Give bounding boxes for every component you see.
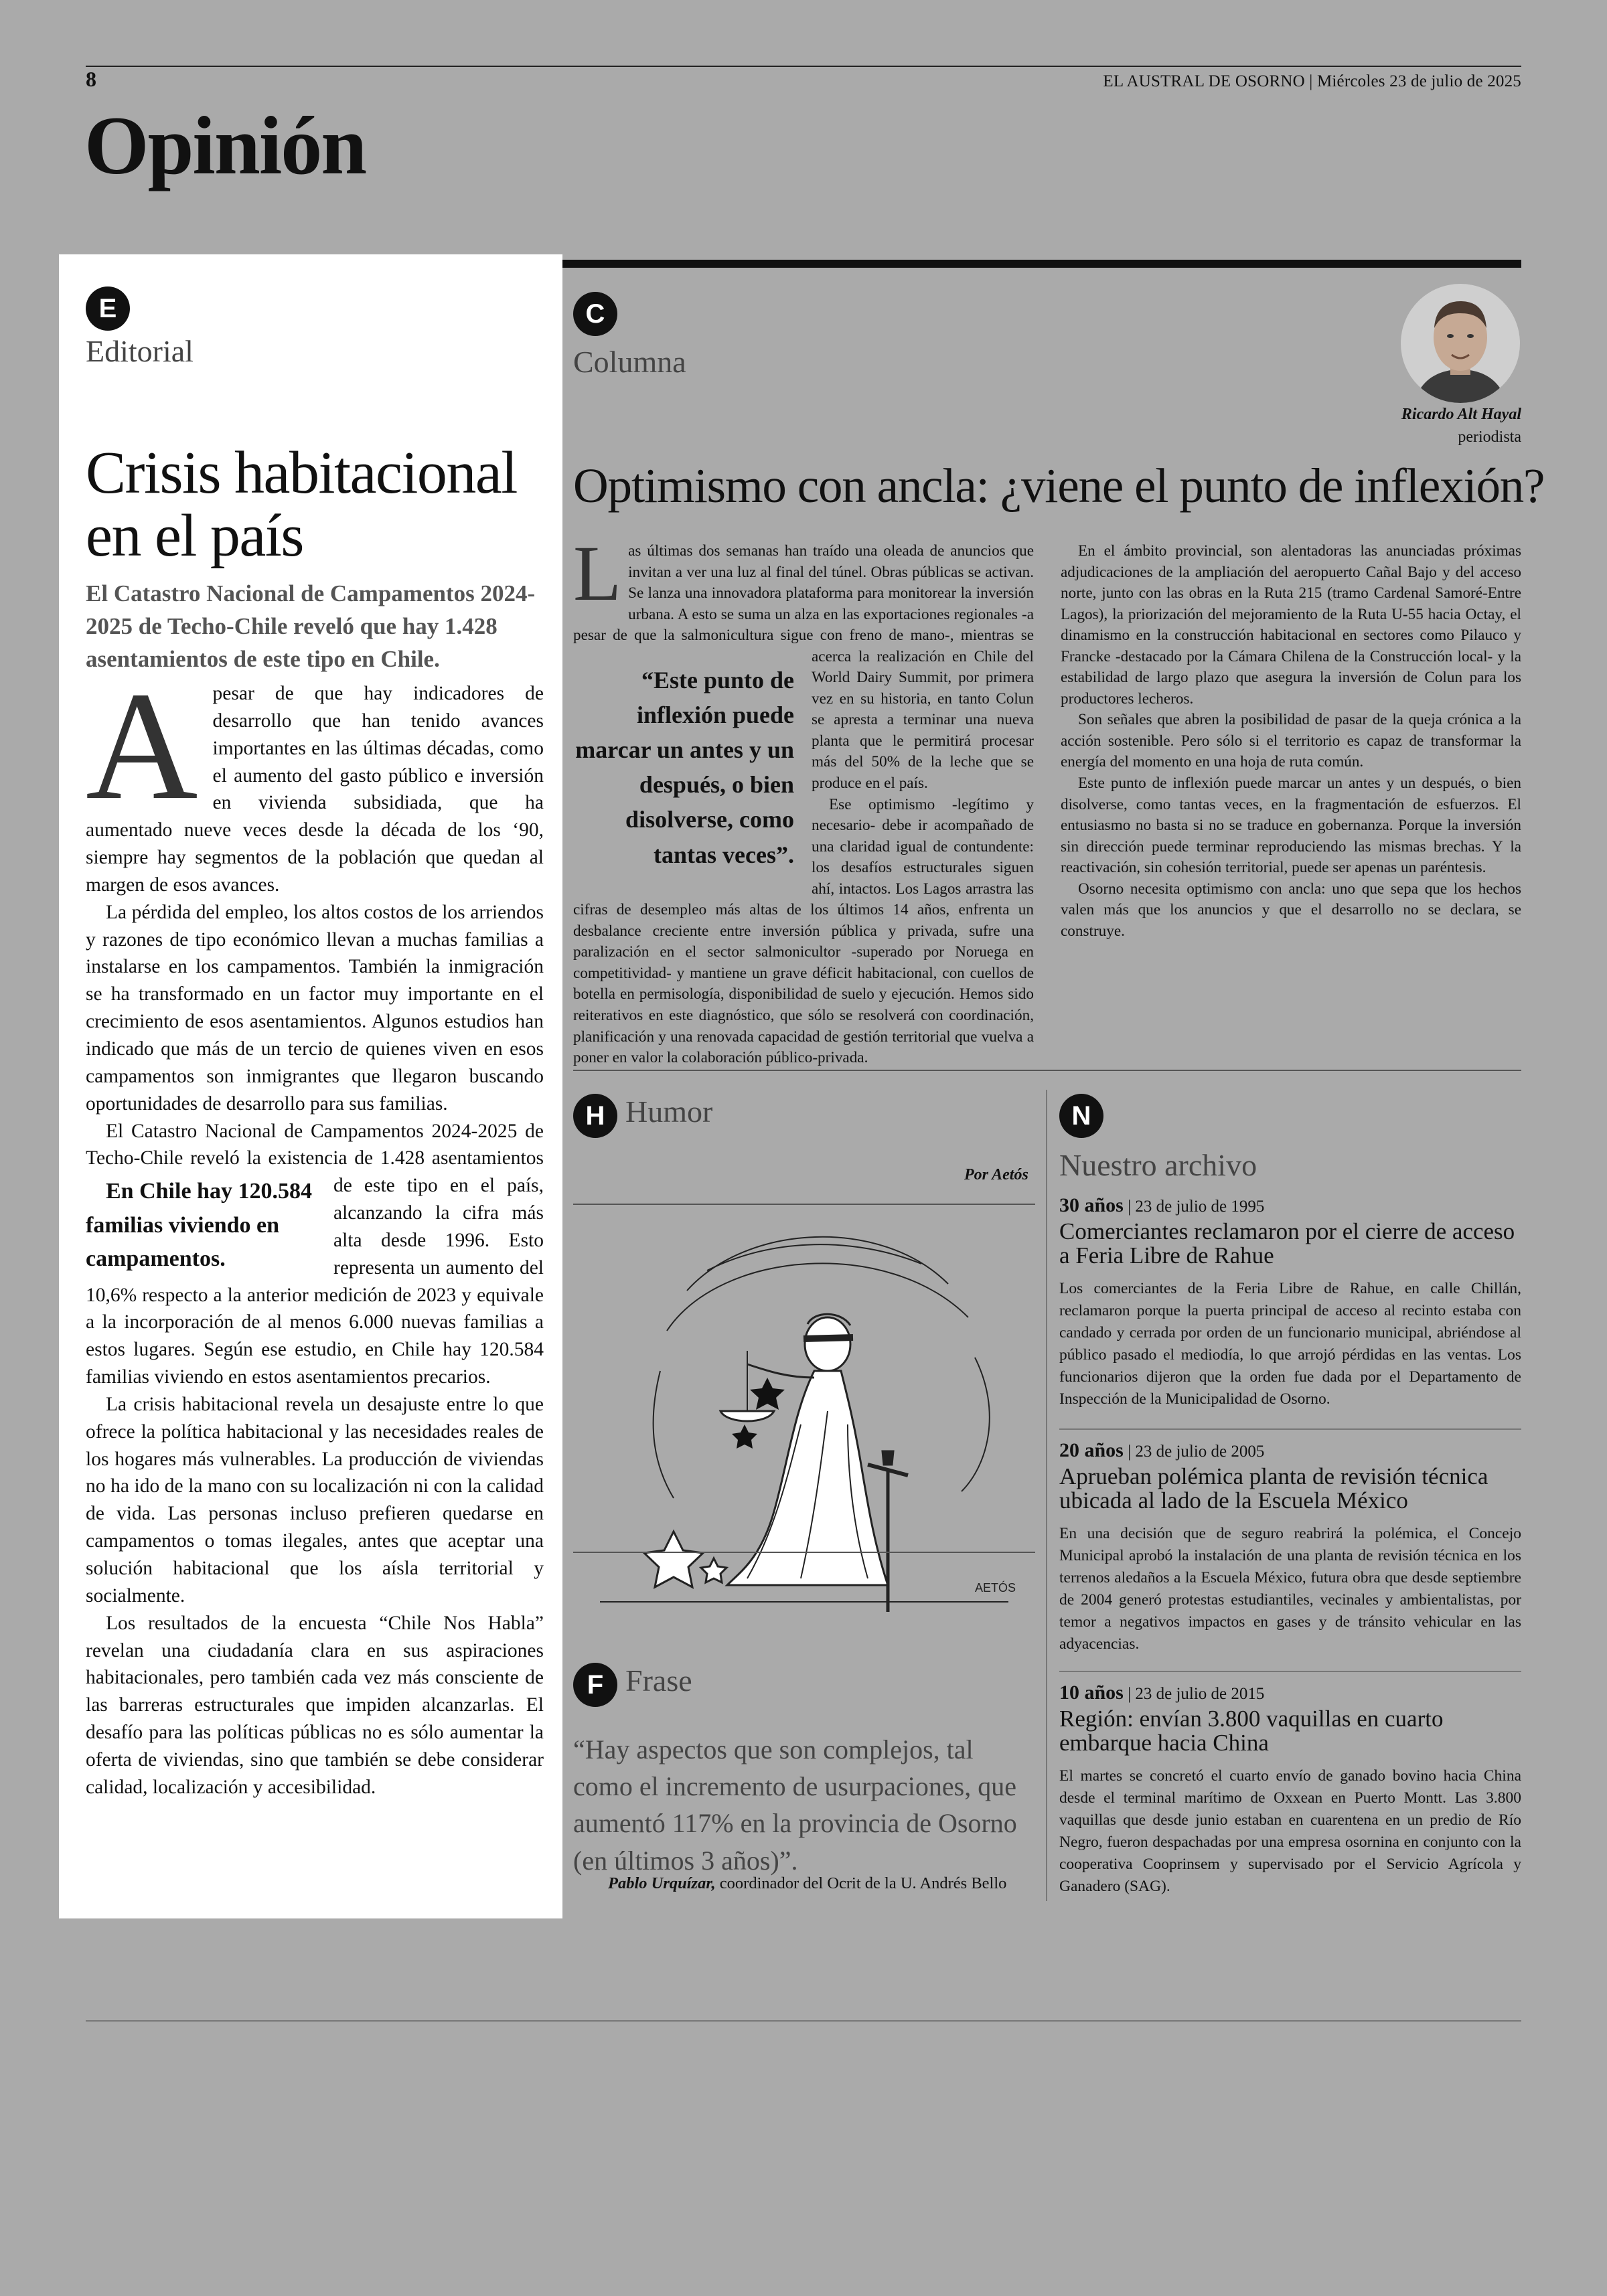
- column-text-left: [573, 529, 1035, 1069]
- archive-item: [1059, 1439, 1521, 1656]
- archive-meta: 10 años | 23 de julio de 2015: [1059, 1682, 1265, 1704]
- section-divider: [573, 1070, 1521, 1071]
- editorial-paragraph: [86, 1118, 544, 1391]
- header-rule: [86, 66, 1521, 67]
- column-text-right: [1061, 541, 1521, 942]
- editorial-dropcap: A: [86, 660, 198, 832]
- editorial-paragraph: La pérdida del empleo, los altos costos de los arriendos y razones de tipo económico llevan a muchas familias a instalarse en los campamentos. También la inmigración se ha transformado en un factor muy importante en el crecimiento de esos asentamientos. Algunos estudios han indicado que más de un tercio de quienes viven en esos campamentos son inmigrantes que llegaron buscando oportunidades de desarrollo para sus familias.: [86, 901, 544, 1115]
- column-text: mano-, mientras se acerca la realización en Chile del World Dairy Summit, por primera vez en su historia, en tanto Colun se apresta a terminar una nueva planta que le permitirá procesar más del 50% de la leche que se produce en el país.: [812, 627, 1035, 793]
- column-pullquote: “Este punto de inflexión puede marcar un antes y un después, o bien disolverse, como tantas veces”.: [575, 666, 794, 868]
- editorial-paragraph: La crisis habitacional revela un desajuste entre lo que ofrece la política habitacional y las necesidades reales de los hogares más vulnerables. La producción de viviendas no ha ido de la mano con su localización ni con la calidad de vida. Las personas incluso prefieren quedarse en campamentos o tomas ilegales, antes que aceptar una solución habitacional que los aísla territorial y socialmente.: [86, 1393, 544, 1607]
- archivo-label: Nuestro archivo: [1059, 1148, 1257, 1182]
- archive-headline: Aprueban polémica planta de revisión técnica ubicada al lado de la Escuela México: [1059, 1463, 1488, 1514]
- cartoon-signature: AETÓS: [975, 1581, 1016, 1594]
- frase-quote: “Hay aspectos que son complejos, tal como el incremento de usurpaciones, que aumentó 117% en la provincia de Osorno (en últimos 3 años)”.: [573, 1734, 1017, 1876]
- humor-byline: Por Aetós: [964, 1166, 1028, 1183]
- archivo-badge: N: [1059, 1094, 1103, 1138]
- page-number: 8: [86, 67, 96, 91]
- editorial-paragraph: [86, 660, 544, 899]
- archive-years: 30 años: [1059, 1194, 1124, 1216]
- column-paragraph: Son señales que abren la posibilidad de pasar de la queja crónica a la acción sostenible. Pero sólo si el territorio es capaz de transformar la energía del momento en una hoja de ruta común.: [1061, 711, 1521, 771]
- archive-meta: 20 años | 23 de julio de 2005: [1059, 1439, 1265, 1461]
- footer-rule: [86, 2020, 1521, 2022]
- cartoon-justice-figure: [573, 1210, 1035, 1625]
- archive-date: 23 de julio de 2015: [1135, 1685, 1265, 1703]
- editorial-deck: El Catastro Nacional de Campamentos 2024-2025 de Techo-Chile reveló que hay 1.428 asentamientos de este tipo en Chile.: [86, 580, 536, 672]
- humor-label: Humor: [625, 1094, 713, 1129]
- column-paragraph: [573, 529, 1035, 868]
- column-divider: [1046, 1090, 1047, 1901]
- column-paragraph: Osorno necesita optimismo con ancla: uno que sepa que los hechos valen más que los anuncios y que el desarrollo no se declara, se construye.: [1061, 880, 1521, 940]
- frase-role: coordinador del Ocrit de la U. Andrés Bello: [719, 1874, 1007, 1892]
- archive-divider: [1059, 1428, 1521, 1430]
- editorial-text: El Catastro Nacional de Campamentos 2024-2025 de Techo-Chile reveló la existencia de 1.428 asentamientos de este tipo en: [86, 1120, 544, 1197]
- column-dropcap: L: [573, 529, 622, 617]
- archive-years: 20 años: [1059, 1439, 1124, 1461]
- column-label: Columna: [573, 345, 686, 379]
- column-badge: C: [573, 292, 617, 336]
- frase-badge: F: [573, 1663, 617, 1707]
- archive-divider: [1059, 1671, 1521, 1672]
- archive-meta: 30 años | 23 de julio de 1995: [1059, 1194, 1265, 1216]
- archive-text: El martes se concretó el cuarto envío de ganado bovino hacia China desde el terminal marítimo de Oxxean en Puerto Montt. Las 3.800 vaquillas que desde junio estaban en cuarentena en un predio de Río Negro, fueron despachadas por una empresa osornina en conjunto con la cooperativa Cooprinsem y supervisado por el Servicio Agrícola y Ganadero (SAG).: [1059, 1767, 1521, 1896]
- editorial-panel: [59, 254, 562, 1918]
- humor-rule: [573, 1204, 1035, 1205]
- column-paragraph: Ese optimismo -legítimo y necesario- debe ir acompañado de una claridad igual de contundente: los desafíos estructurales siguen ahí, intactos. Los Lagos arrastra las cifras de desempleo más altas de los últimos 14 años, enfrenta un desbalance creciente entre inversión pública y privada, sufre una paralización en el sector salmonicultor -superado por Noruega en competitividad- y mantiene un grave déficit habitacional, con cuellos de botella en permisología, disponibilidad de suelo y ejecución. Hemos sido reiterativos en este diagnóstico, que sólo se resolverá con coordinación, planificación y una renovada capacidad de gestión territorial que vuelva a poner en valor la colaboración público-privada.: [573, 795, 1034, 1067]
- column-paragraph: Este punto de inflexión puede marcar un antes y un después, o bien disolverse, como tantas veces, en la fragmentación de esfuerzos. El entusiasmo no basta si no se traduce en gobernanza. Porque la inversión sin dirección puede terminar reproduciendo las mismas brechas. Y la reactivación, sin cohesión territorial, puede ser apenas un paréntesis.: [1061, 774, 1521, 877]
- archive-headline: Comerciantes reclamaron por el cierre de acceso a Feria Libre de Rahue: [1059, 1218, 1515, 1269]
- frase-label: Frase: [625, 1663, 692, 1698]
- frase-attribution: [608, 1874, 1006, 1893]
- editorial-badge: E: [86, 286, 130, 331]
- archive-years: 10 años: [1059, 1682, 1124, 1704]
- archive-item: [1059, 1194, 1521, 1411]
- editorial-pullquote: En Chile hay 120.584 familias viviendo en campamentos.: [86, 1179, 312, 1271]
- archive-date: 23 de julio de 2005: [1135, 1443, 1265, 1461]
- archive-headline: Región: envían 3.800 vaquillas en cuarto embarque hacia China: [1059, 1706, 1444, 1756]
- archive-item: [1059, 1682, 1521, 1898]
- humor-badge: H: [573, 1094, 617, 1138]
- frase-author: Pablo Urquízar,: [608, 1874, 716, 1892]
- editorial-text: pesar de que hay indicadores de desarrollo que han tenido avances importantes en las últimas décadas, como el aumento del gasto público e inversión en vivienda subsidiada, que ha aumentado nueve veces desde la década de los ‘90, siempre hay segmentos de la población que quedan al margen de esos avances.: [86, 683, 544, 896]
- archive-date: 23 de julio de 1995: [1135, 1198, 1265, 1216]
- archive-text: En una decisión que de seguro reabrirá la polémica, el Concejo Municipal aprobó la instalación de una planta de revisión técnica en los terrenos aledaños a la Escuela México, futura obra que desde septiembre de 2004 generó protestas estudiantiles, vecinales y ambientalistas, por temor a negativos impactos en gases y de tránsito vehicular en las adyacencias.: [1059, 1524, 1521, 1653]
- section-title: Opinión: [84, 100, 366, 191]
- author-photo: [1401, 284, 1520, 403]
- masthead: EL AUSTRAL DE OSORNO | Miércoles 23 de julio de 2025: [1103, 72, 1521, 90]
- editorial-title: Crisis habitacional en el país: [86, 440, 517, 569]
- humor-rule: [573, 1552, 1035, 1553]
- column-title: Optimismo con ancla: ¿viene el punto de inflexión?: [573, 459, 1545, 513]
- editorial-body: [86, 660, 544, 1801]
- editorial-paragraph: Los resultados de la encuesta “Chile Nos Habla” revelan una ciudadanía clara en sus aspiraciones habitacionales, pero también cada vez más consciente de las barreras estructurales que impiden alcanzarlas. El desafío para las políticas públicas no es sólo aumentar la oferta de viviendas, sino que también se debe considerar calidad, localización y accesibilidad.: [86, 1612, 544, 1798]
- column-text: as últimas dos semanas han traído una oleada de anuncios que invitan a ver una luz al final del túnel. Obras públicas se activan. Se lanza una innovadora plataforma para monitorear la inversión urbana. A esto se suma un alza en las exportaciones regionales -a pesar de que la salmonicultura sigue con freno de: [573, 542, 1034, 645]
- editorial-text: el país, alcanzando la cifra más alta desde 1996. Esto representa un aumento del 10,6% respecto a la anterior medición de 2023 y equivale a la incorporación de al menos 6.000 nuevas familias a estos lugares. Según ese estudio, en Chile hay 120.584 familias viviendo en estos asentamientos precarios.: [86, 1175, 544, 1388]
- column-author: Ricardo Alt Hayal: [1401, 406, 1521, 423]
- editorial-label: Editorial: [86, 334, 194, 368]
- column-author-role: periodista: [1458, 428, 1521, 446]
- archive-text: Los comerciantes de la Feria Libre de Rahue, en calle Chillán, reclamaron porque la puerta principal de acceso al recinto estaba con candado y cerrada por orden de un funcionario municipal, abriéndose al público pasado el mediodía, lo que arrojó pérdidas en las ventas. Los funcionarios dijeron que la orden fue dada por el Departamento de Inspección de la Municipalidad de Osorno.: [1059, 1279, 1521, 1408]
- column-paragraph: En el ámbito provincial, son alentadoras las anunciadas próximas adjudicaciones de la ampliación del aeropuerto Cañal Bajo y del acceso norte, junto con las obras en la Ruta 215 (tramo Cardenal Samoré-Entre Lagos), la priorización del mejoramiento de la Ruta U-55 hacia Octay, el dinamismo en la construcción habitacional en sectores como Pilauco y Francke -destacado por la Cámara Chilena de la Construcción local- y la estabilidad de largo plazo que asegura la inversión de Colun para los productores lecheros.: [1061, 542, 1521, 708]
